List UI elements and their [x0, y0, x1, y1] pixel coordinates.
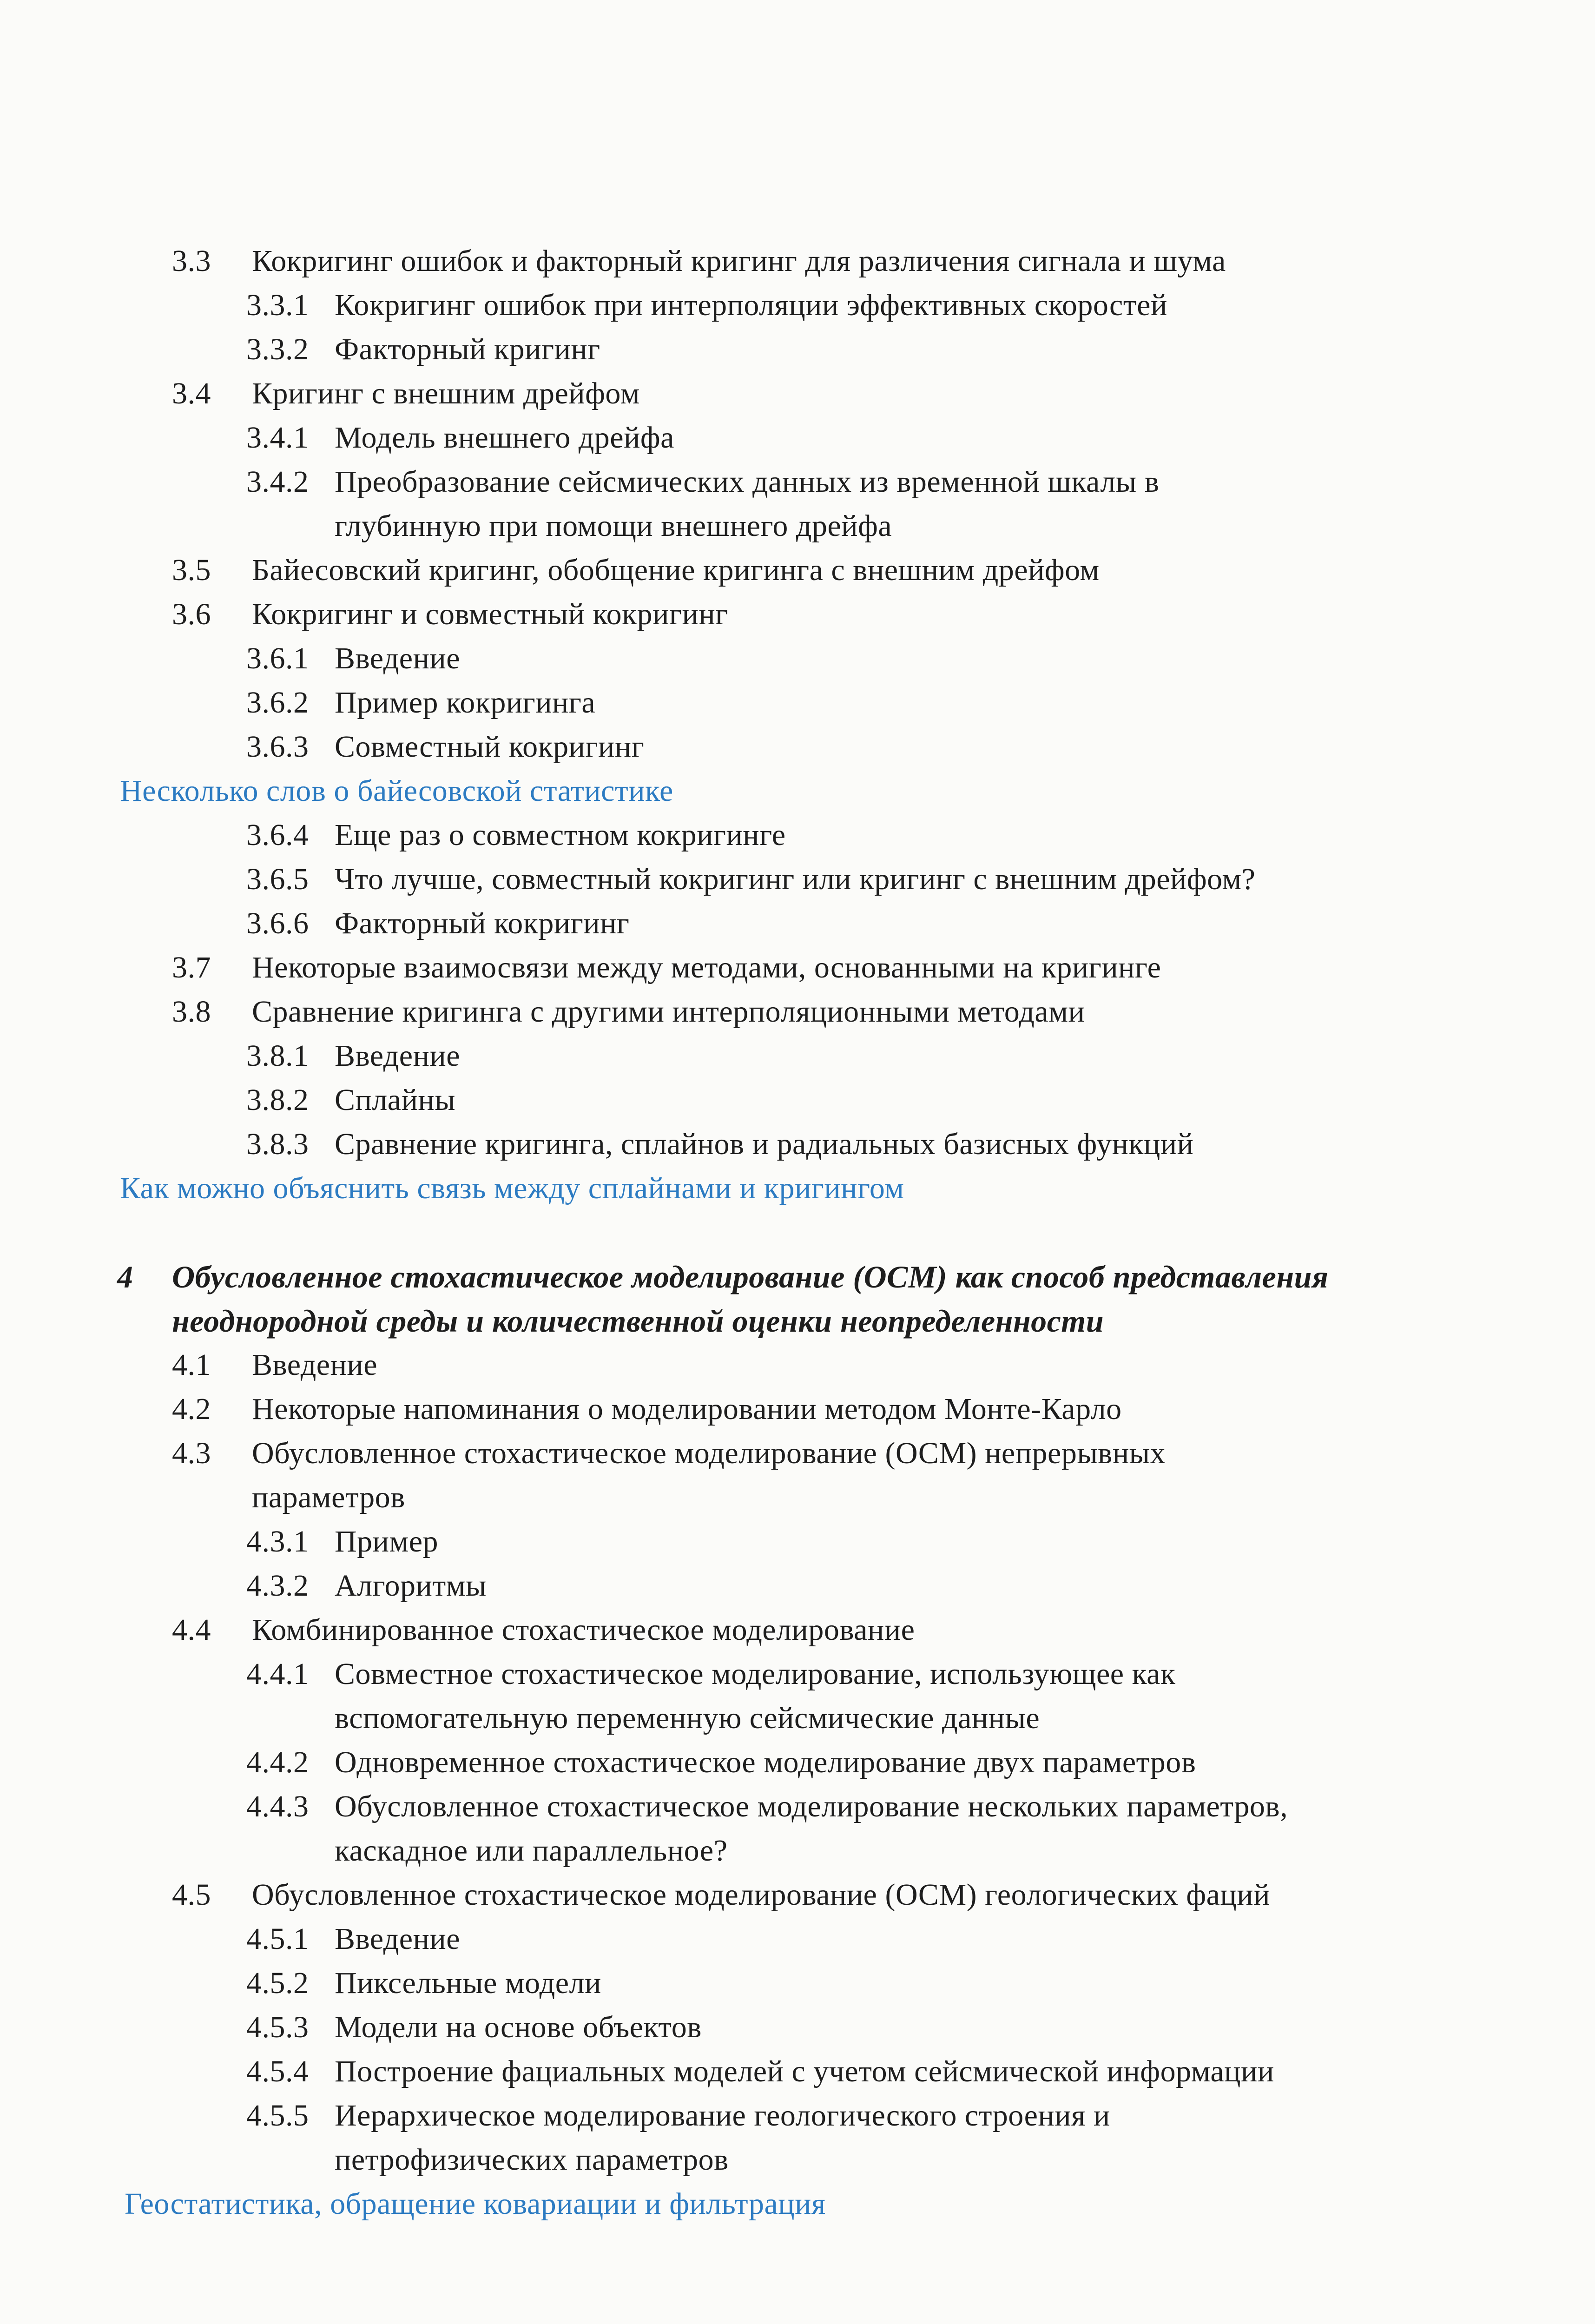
toc-entry-3-6-6: [246, 905, 629, 942]
toc-entry-4-4-1: [246, 1656, 1176, 1693]
toc-title: Преобразование сейсмических данных из временной шкалы в: [335, 465, 1160, 499]
toc-entry-3-8-2: [246, 1082, 455, 1119]
toc-title: Некоторые взаимосвязи между методами, основанными на кригинге: [252, 951, 1161, 984]
toc-number: 4.5.2: [246, 1966, 309, 2000]
toc-title: Построение фациальных моделей с учетом сейсмической информации: [335, 2054, 1274, 2088]
toc-title: Введение: [335, 641, 461, 675]
toc-entry-4-4-3: [246, 1788, 1288, 1825]
toc-entry-3-4-2: [246, 463, 1159, 501]
toc-number: 4.5: [172, 1878, 211, 1912]
toc-entry-3-4-1: [246, 419, 674, 456]
toc-number: 3.6.2: [246, 686, 309, 720]
toc-entry-4-4-3-continued: [335, 1832, 728, 1869]
toc-entry-3-8-1: [246, 1037, 460, 1075]
toc-entry-3-3-2: [246, 331, 600, 368]
toc-title: Сравнение кригинга с другими интерполяционными методами: [252, 995, 1085, 1029]
toc-title: Совместное стохастическое моделирование, использующее как: [335, 1657, 1176, 1691]
toc-entry-3-7: [172, 949, 1161, 986]
toc-title: Введение: [335, 1922, 461, 1956]
toc-sidebar-bayes: Несколько слов о байесовской статистике: [120, 774, 673, 808]
toc-entry-3-8: [172, 993, 1085, 1030]
toc-entry-3-6: [172, 596, 728, 633]
toc-entry-3-4: [172, 375, 640, 412]
toc-number: 3.4: [172, 376, 211, 410]
toc-number: 3.6.4: [246, 818, 309, 852]
toc-entry-4-3: [172, 1435, 1166, 1472]
toc-entry-4-5-2: [246, 1965, 601, 2002]
toc-chapter-number: 4: [117, 1259, 133, 1294]
toc-number: 3.6: [172, 597, 211, 631]
toc-number: 4.3.2: [246, 1569, 309, 1603]
toc-title: Что лучше, совместный кокригинг или кригинг с внешним дрейфом?: [335, 862, 1256, 896]
toc-entry-4-2: [172, 1391, 1122, 1428]
toc-entry-4-4-1-continued: [335, 1700, 1040, 1737]
toc-title: Кокригинг ошибок и факторный кригинг для различения сигнала и шума: [252, 244, 1226, 278]
toc-title: Одновременное стохастическое моделирование двух параметров: [335, 1745, 1196, 1779]
toc-entry-3-6-4: [246, 817, 786, 854]
toc-title: Модель внешнего дрейфа: [335, 421, 674, 455]
toc-number: 4.1: [172, 1348, 211, 1382]
toc-chapter-4: [117, 1258, 1328, 1295]
toc-entry-3-6-5: [246, 861, 1255, 898]
toc-chapter-4-continued: [172, 1302, 1104, 1340]
toc-title: Сравнение кригинга, сплайнов и радиальных базисных функций: [335, 1127, 1194, 1161]
toc-number: 3.6.6: [246, 906, 309, 940]
toc-number: 4.4: [172, 1613, 211, 1647]
toc-number: 3.6.5: [246, 862, 309, 896]
toc-entry-4-5-5: [246, 2097, 1110, 2134]
toc-number: 3.8.3: [246, 1127, 309, 1161]
toc-entry-3-4-2-continued: [335, 508, 892, 545]
toc-title: Пример: [335, 1525, 439, 1558]
toc-number: 4.5.3: [246, 2010, 309, 2044]
toc-number: 3.8.2: [246, 1083, 309, 1117]
toc-entry-4-3-1: [246, 1523, 438, 1560]
toc-entry-4-5-3: [246, 2009, 702, 2046]
toc-title: Обусловленное стохастическое моделирование (ОСМ) непрерывных: [252, 1436, 1166, 1470]
toc-title: Иерархическое моделирование геологического строения и: [335, 2099, 1110, 2133]
toc-title: Байесовский кригинг, обобщение кригинга с внешним дрейфом: [252, 553, 1100, 587]
toc-title: Введение: [252, 1348, 378, 1382]
toc-title: Обусловленное стохастическое моделирование (ОСМ) геологических фаций: [252, 1878, 1270, 1912]
toc-entry-3-5: [172, 552, 1100, 589]
toc-title: Сплайны: [335, 1083, 456, 1117]
toc-number: 4.4.2: [246, 1745, 309, 1779]
toc-number: 3.3: [172, 244, 211, 278]
toc-title-continued: параметров: [252, 1480, 405, 1514]
toc-entry-4-4-2: [246, 1744, 1196, 1781]
toc-title: Совместный кокригинг: [335, 730, 645, 764]
toc-entry-3-6-1: [246, 640, 460, 677]
toc-entry-4-3-continued: [252, 1479, 405, 1516]
toc-entry-4-4: [172, 1611, 915, 1649]
toc-title: Модели на основе объектов: [335, 2010, 702, 2044]
toc-entry-4-5-1: [246, 1921, 460, 1958]
toc-chapter-title-continued: неоднородной среды и количественной оценки неопределенности: [172, 1303, 1104, 1339]
toc-entry-4-5-5-continued: [335, 2141, 729, 2179]
toc-title: Пиксельные модели: [335, 1966, 601, 2000]
toc-sidebar-geostatistics: Геостатистика, обращение ковариации и фильтрация: [125, 2187, 826, 2221]
toc-number: 3.4.2: [246, 465, 309, 499]
toc-number: 4.3.1: [246, 1525, 309, 1558]
toc-title-continued: петрофизических параметров: [335, 2143, 729, 2177]
toc-entry-3-3: [172, 243, 1226, 280]
toc-title: Факторный кокригинг: [335, 906, 630, 940]
toc-entry-3-6-2: [246, 684, 595, 721]
toc-number: 3.6.3: [246, 730, 309, 764]
toc-entry-4-5: [172, 1876, 1270, 1914]
toc-entry-3-6-3: [246, 728, 644, 766]
toc-title-continued: глубинную при помощи внешнего дрейфа: [335, 509, 892, 543]
toc-entry-3-3-1: [246, 287, 1167, 324]
toc-number: 4.4.1: [246, 1657, 309, 1691]
toc-entry-4-5-4: [246, 2053, 1274, 2090]
toc-number: 3.3.1: [246, 288, 309, 322]
toc-title: Кригинг с внешним дрейфом: [252, 376, 640, 410]
toc-number: 3.8.1: [246, 1039, 309, 1073]
toc-number: 3.6.1: [246, 641, 309, 675]
toc-chapter-title: Обусловленное стохастическое моделирование (ОСМ) как способ представления: [172, 1259, 1329, 1294]
toc-number: 3.8: [172, 995, 211, 1029]
toc-title: Пример кокригинга: [335, 686, 596, 720]
toc-title: Комбинированное стохастическое моделирование: [252, 1613, 915, 1647]
toc-number: 4.3: [172, 1436, 211, 1470]
toc-number: 3.7: [172, 951, 211, 984]
toc-title: Алгоритмы: [335, 1569, 487, 1603]
toc-number: 4.5.1: [246, 1922, 309, 1956]
toc-entry-3-8-3: [246, 1126, 1193, 1163]
toc-sidebar-splines: Как можно объяснить связь между сплайнами и кригингом: [120, 1171, 904, 1205]
toc-title-continued: каскадное или параллельное?: [335, 1834, 728, 1868]
toc-number: 4.5.4: [246, 2054, 309, 2088]
toc-number: 3.3.2: [246, 332, 309, 366]
toc-title: Кокригинг ошибок при интерполяции эффективных скоростей: [335, 288, 1167, 322]
toc-title-continued: вспомогательную переменную сейсмические данные: [335, 1701, 1040, 1735]
toc-title: Еще раз о совместном кокригинге: [335, 818, 786, 852]
toc-title: Обусловленное стохастическое моделирование нескольких параметров,: [335, 1789, 1288, 1823]
toc-entry-4-3-2: [246, 1567, 487, 1604]
toc-title: Введение: [335, 1039, 461, 1073]
toc-number: 3.4.1: [246, 421, 309, 455]
toc-entry-4-1: [172, 1347, 377, 1384]
toc-title: Некоторые напоминания о моделировании методом Монте-Карло: [252, 1392, 1122, 1426]
toc-number: 4.5.5: [246, 2099, 309, 2133]
toc-number: 4.4.3: [246, 1789, 309, 1823]
toc-title: Факторный кригинг: [335, 332, 600, 366]
toc-number: 3.5: [172, 553, 211, 587]
toc-number: 4.2: [172, 1392, 211, 1426]
toc-title: Кокригинг и совместный кокригинг: [252, 597, 728, 631]
